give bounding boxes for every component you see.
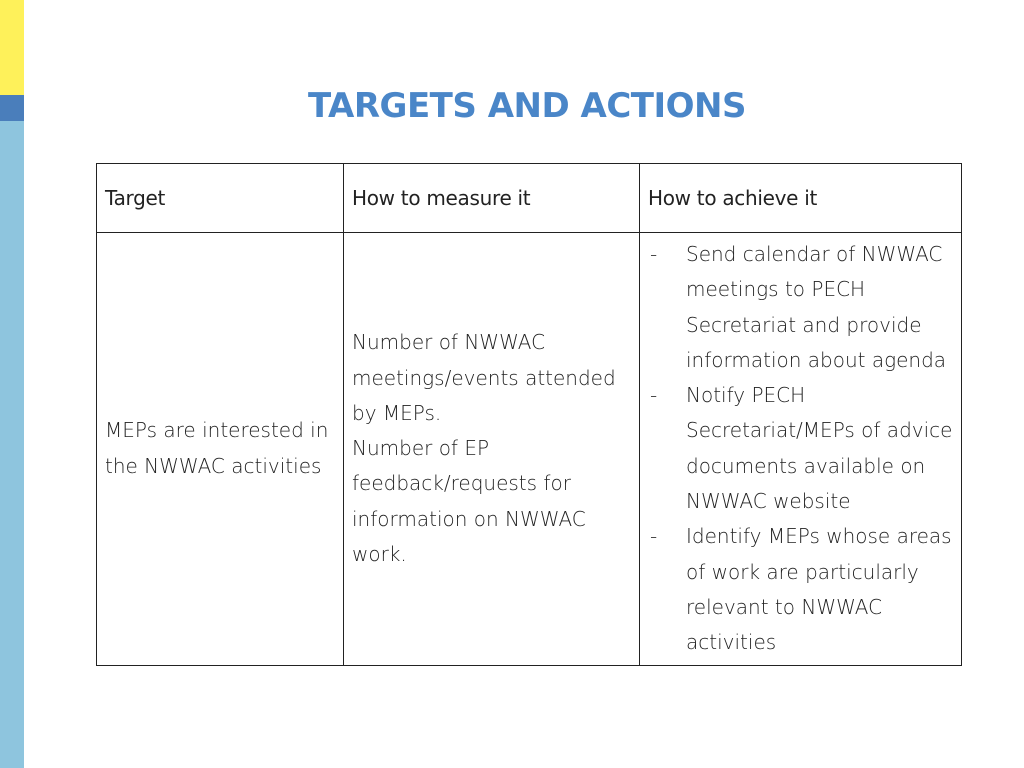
list-item	[648, 237, 953, 378]
action-text: Identify MEPs whose areas of work are particularly relevant to NWWAC activities	[686, 524, 952, 655]
table-row	[97, 233, 962, 666]
side-bar-light	[0, 121, 24, 768]
table-header-row	[97, 164, 962, 233]
cell-actions	[640, 233, 962, 666]
targets-table	[96, 163, 962, 666]
measure-item: Number of EP feedback/requests for information on NWWAC work.	[352, 436, 586, 567]
bullet-dash: -	[650, 524, 658, 549]
bullet-dash: -	[650, 242, 658, 266]
slide-title: TARGETS AND ACTIONS	[308, 86, 746, 126]
actions-list	[648, 237, 953, 661]
header-measure: How to measure it	[344, 164, 640, 233]
measure-item: Number of NWWAC meetings/events attended by MEPs.	[352, 330, 616, 425]
header-target: Target	[97, 164, 344, 233]
action-text: Notify PECH Secretariat/MEPs of advice documents available on NWWAC website	[686, 383, 953, 514]
cell-target: MEPs are interested in the NWWAC activities	[97, 233, 344, 666]
side-bar-yellow	[0, 0, 24, 95]
header-achieve: How to achieve it	[640, 164, 962, 233]
list-item	[648, 378, 953, 519]
bullet-dash: -	[650, 383, 658, 408]
cell-measure	[344, 233, 640, 666]
action-text: Send calendar of NWWAC meetings to PECH Secretariat and provide information about agenda	[686, 242, 947, 372]
list-item	[648, 519, 953, 660]
